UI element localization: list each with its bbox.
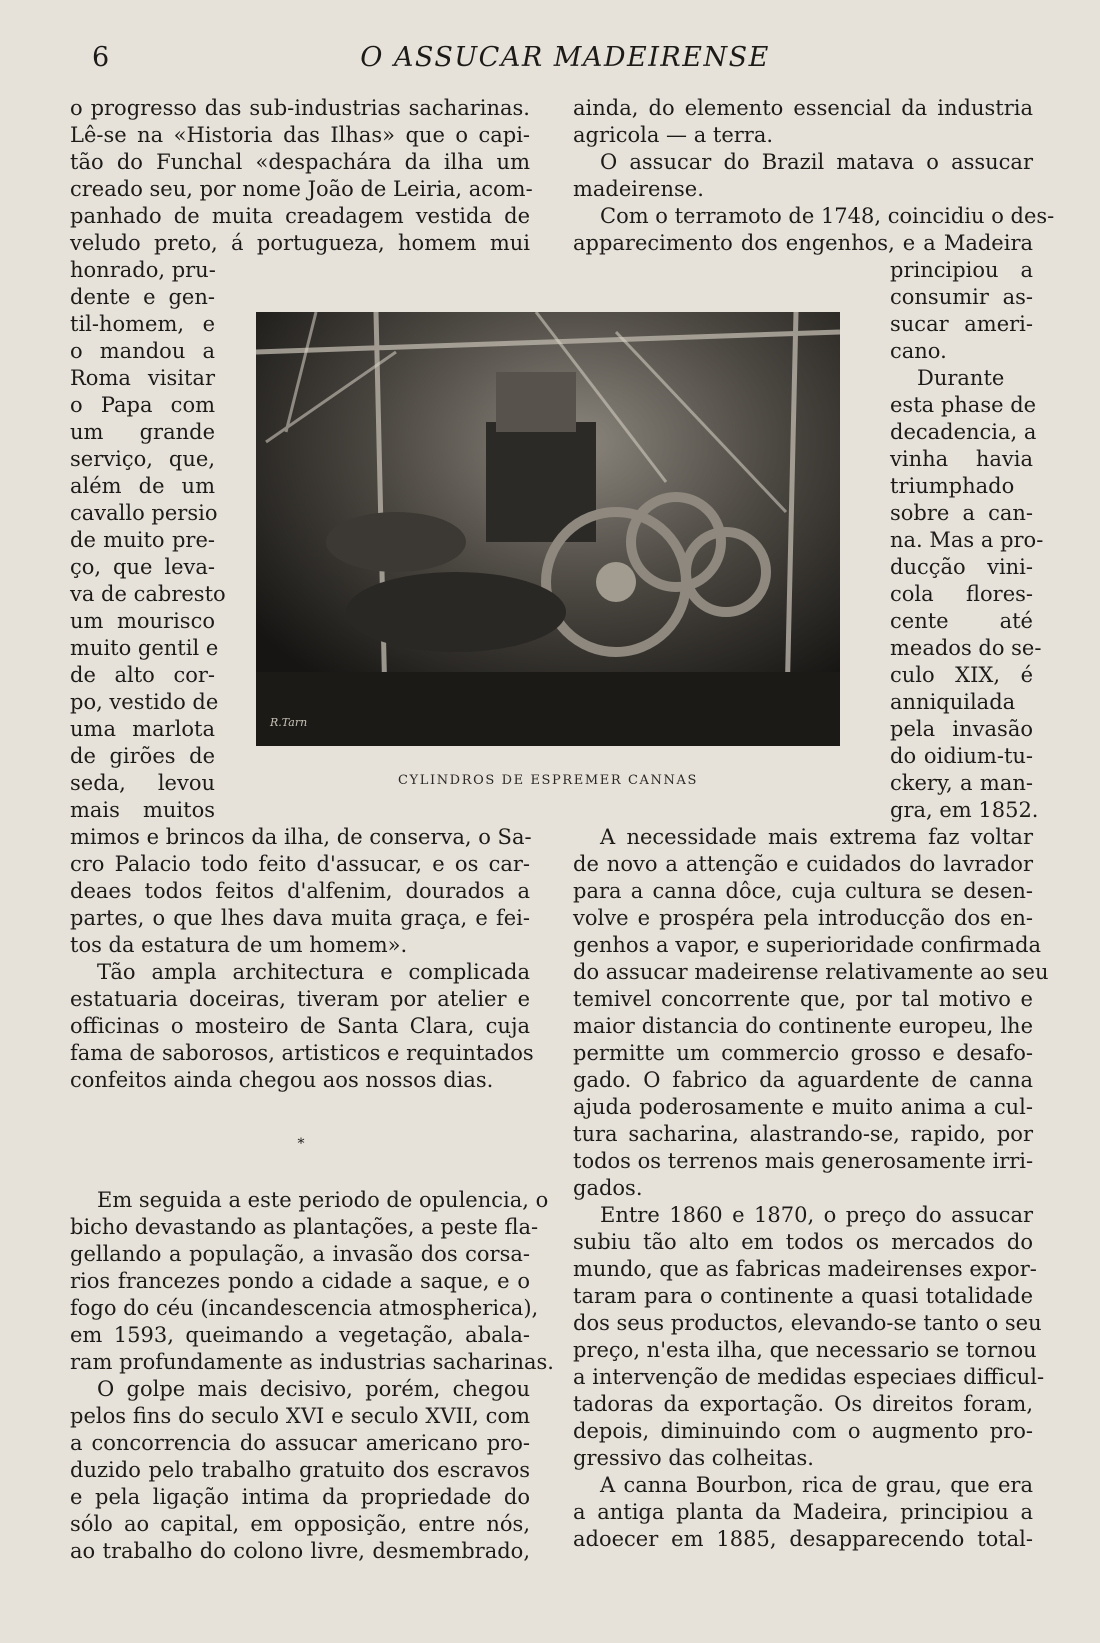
text-line: ckery, a man-	[890, 771, 1033, 795]
text-line: ainda, do elemento essencial da industria	[573, 96, 1033, 120]
text-line: para a canna dôce, cuja cultura se desen-	[573, 879, 1033, 903]
text-line: a intervenção de medidas especiaes difficul-	[573, 1365, 1045, 1389]
text-line: vinha havia	[890, 447, 1033, 471]
text-line: do assucar madeirense relativamente ao seu	[573, 960, 1049, 984]
text-line: dente e gen-	[70, 285, 215, 309]
text-line: muito gentil e	[70, 636, 219, 660]
text-line: um grande	[70, 420, 215, 444]
text-line: o Papa com	[70, 393, 215, 417]
text-line: gressivo das colheitas.	[573, 1446, 814, 1470]
text-line: veludo preto, á portugueza, homem mui	[70, 231, 530, 255]
text-line: til-homem, e	[70, 312, 215, 336]
text-line: mundo, que as fabricas madeirenses expor-	[573, 1257, 1037, 1281]
text-line: temivel concorrente que, por tal motivo e	[573, 987, 1033, 1011]
text-line: tão do Funchal «despachára da ilha um	[70, 150, 530, 174]
page-number: 6	[92, 42, 110, 73]
text-line: Em seguida a este periodo de opulencia, o	[97, 1188, 549, 1212]
text-line: O golpe mais decisivo, porém, chegou	[97, 1377, 530, 1401]
text-line: culo XIX, é	[890, 663, 1033, 687]
text-line: gado. O fabrico da aguardente de canna	[573, 1068, 1033, 1092]
text-line: mimos e brincos da ilha, de conserva, o Sa-	[70, 825, 532, 849]
text-line: gellando a população, a invasão dos corsa-	[70, 1242, 530, 1266]
text-line: honrado, pru-	[70, 258, 216, 282]
text-line: ço, que leva-	[70, 555, 215, 579]
text-line: A canna Bourbon, rica de grau, que era	[600, 1473, 1033, 1497]
text-line: officinas o mosteiro de Santa Clara, cuja	[70, 1014, 530, 1038]
text-line: agricola — a terra.	[573, 123, 774, 147]
text-line: de novo a attenção e cuidados do lavrador	[573, 852, 1033, 876]
text-line: Com o terramoto de 1748, coincidiu o des-	[600, 204, 1055, 228]
text-line: ducção vini-	[890, 555, 1033, 579]
text-line: Entre 1860 e 1870, o preço do assucar	[600, 1203, 1033, 1227]
text-line: tos da estatura de um homem».	[70, 933, 408, 957]
text-line: decadencia, a	[890, 420, 1037, 444]
text-line: cro Palacio todo feito d'assucar, e os car-	[70, 852, 530, 876]
text-line: apparecimento dos engenhos, e a Madeira	[573, 231, 1033, 255]
text-line: genhos a vapor, e superioridade confirmada	[573, 933, 1042, 957]
text-line: e pela ligação intima da propriedade do	[70, 1485, 530, 1509]
text-line: uma marlota	[70, 717, 215, 741]
text-line: dos seus productos, elevando-se tanto o seu	[573, 1311, 1042, 1335]
text-line: permitte um commercio grosso e desafo-	[573, 1041, 1033, 1065]
text-line: de girões de	[70, 744, 215, 768]
text-line: na. Mas a pro-	[890, 528, 1044, 552]
text-line: estatuaria doceiras, tiveram por atelier e	[70, 987, 530, 1011]
running-header	[0, 40, 1100, 80]
text-line: a antiga planta da Madeira, principiou a	[573, 1500, 1033, 1524]
text-line: cente até	[890, 609, 1033, 633]
text-line: consumir as-	[890, 285, 1033, 309]
text-line: cola flores-	[890, 582, 1033, 606]
text-line: um mourisco	[70, 609, 215, 633]
text-line: do oidium-tu-	[890, 744, 1033, 768]
text-line: madeirense.	[573, 177, 704, 201]
text-line: tadoras da exportação. Os direitos foram,	[573, 1392, 1033, 1416]
text-line: mais muitos	[70, 798, 215, 822]
text-line: taram para o continente a quasi totalidade	[573, 1284, 1033, 1308]
text-line: além de um	[70, 474, 215, 498]
text-line: de muito pre-	[70, 528, 215, 552]
section-separator: *	[297, 1136, 305, 1152]
text-line: va de cabresto	[70, 582, 226, 606]
text-line: panhado de muita creadagem vestida de	[70, 204, 530, 228]
text-line: principiou a	[890, 258, 1033, 282]
text-line: Durante	[917, 366, 1005, 390]
text-line: esta phase de	[890, 393, 1037, 417]
text-line: confeitos ainda chegou aos nossos dias.	[70, 1068, 494, 1092]
text-line: ajuda poderosamente e muito anima a cul-	[573, 1095, 1033, 1119]
text-line: po, vestido de	[70, 690, 219, 714]
text-line: todos os terrenos mais generosamente irri-	[573, 1149, 1034, 1173]
text-line: O assucar do Brazil matava o assucar	[600, 150, 1033, 174]
figure-caption: CYLINDROS DE ESPREMER CANNAS	[398, 773, 698, 788]
text-line: fama de saborosos, artisticos e requintados	[70, 1041, 534, 1065]
text-line: partes, o que lhes dava muita graça, e fei-	[70, 906, 530, 930]
text-line: deaes todos feitos d'alfenim, dourados a	[70, 879, 530, 903]
text-line: triumphado	[890, 474, 1015, 498]
text-line: ao trabalho do colono livre, desmembrado,	[70, 1539, 530, 1563]
text-line: ram profundamente as industrias sacharinas.	[70, 1350, 554, 1374]
svg-text:R.Tarn: R.Tarn	[270, 716, 308, 729]
text-line: em 1593, queimando a vegetação, abala-	[70, 1323, 530, 1347]
text-line: preço, n'esta ilha, que necessario se tornou	[573, 1338, 1037, 1362]
text-line: duzido pelo trabalho gratuito dos escravos	[70, 1458, 530, 1482]
text-line: volve e prospéra pela introducção dos en-	[573, 906, 1033, 930]
text-line: sobre a can-	[890, 501, 1033, 525]
text-line: cano.	[890, 339, 947, 363]
text-line: fogo do céu (incandescencia atmospherica),	[70, 1296, 539, 1320]
text-line: subiu tão alto em todos os mercados do	[573, 1230, 1033, 1254]
text-line: pela invasão	[890, 717, 1033, 741]
text-line: serviço, que,	[70, 447, 215, 471]
text-line: A necessidade mais extrema faz voltar	[600, 825, 1033, 849]
text-line: adoecer em 1885, desapparecendo total-	[573, 1527, 1033, 1551]
text-line: cavallo persio	[70, 501, 218, 525]
text-line: sucar ameri-	[890, 312, 1033, 336]
text-line: Roma visitar	[70, 366, 215, 390]
text-line: meados do se-	[890, 636, 1042, 660]
text-line: a concorrencia do assucar americano pro-	[70, 1431, 530, 1455]
page-title: O ASSUCAR MADEIRENSE	[360, 42, 770, 73]
text-line: maior distancia do continente europeu, lhe	[573, 1014, 1033, 1038]
machinery-photo	[256, 312, 840, 746]
text-line: rios francezes pondo a cidade a saque, e o	[70, 1269, 530, 1293]
text-line: o mandou a	[70, 339, 215, 363]
text-line: sólo ao capital, em opposição, entre nós,	[70, 1512, 530, 1536]
text-line: creado seu, por nome João de Leiria, acom-	[70, 177, 533, 201]
text-line: Tão ampla architectura e complicada	[97, 960, 530, 984]
text-line: gados.	[573, 1176, 643, 1200]
text-line: de alto cor-	[70, 663, 215, 687]
text-line: anniquilada	[890, 690, 1016, 714]
text-line: bicho devastando as plantações, a peste fla-	[70, 1215, 539, 1239]
text-line: gra, em 1852.	[890, 798, 1039, 822]
text-line: pelos fins do seculo XVI e seculo XVII, com	[70, 1404, 530, 1428]
text-line: tura sacharina, alastrando-se, rapido, por	[573, 1122, 1033, 1146]
text-line: depois, diminuindo com o augmento pro-	[573, 1419, 1033, 1443]
text-line: Lê-se na «Historia das Ilhas» que o capi-	[70, 123, 530, 147]
text-line: o progresso das sub-industrias sacharinas.	[70, 96, 530, 120]
text-line: seda, levou	[70, 771, 215, 795]
